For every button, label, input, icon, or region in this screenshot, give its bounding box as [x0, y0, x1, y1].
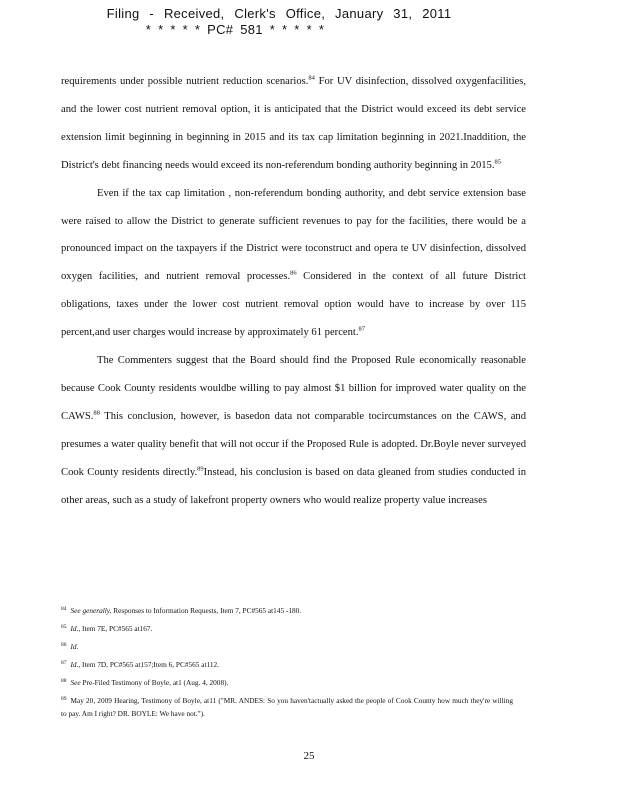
footnote-86: [61, 640, 513, 653]
footnote-number: 87: [61, 659, 67, 666]
footnote-number: 85: [61, 623, 67, 630]
footnote-number: 86: [61, 641, 67, 648]
footnote-text: Item 7E, PC#565 at167.: [80, 624, 153, 633]
footnote-text: Responses to Information Requests, Item 7, PC#565 at145 -180.: [111, 606, 302, 615]
footnote-ref-89[interactable]: 89: [197, 465, 204, 473]
footnote-signal: See: [70, 678, 81, 687]
footnote-text: Item 7D, PC#565 at157;Item 6, PC#565 at112.: [80, 660, 220, 669]
paragraph-1: [61, 68, 526, 180]
footnote-ref-84[interactable]: 84: [308, 74, 315, 82]
footnote-signal: Id.,: [70, 624, 81, 633]
footnote-88: [61, 676, 513, 689]
filing-stamp-line2: * * * * * PC# 581 * * * * *: [145, 22, 325, 37]
paragraph-2-text-b: Considered in the context of all future District obligations, taxes under the lower cost nutrient removal option would have to increase by over 115 percent,and user charges would increase by approximately 61 percent.: [61, 271, 526, 339]
footnote-ref-85[interactable]: 85: [494, 158, 502, 166]
paragraph-3: [61, 347, 526, 514]
footnote-84: [61, 604, 513, 617]
paragraph-2: [61, 180, 526, 347]
page-number: 25: [303, 750, 315, 762]
footnote-number: 89: [61, 695, 67, 702]
footnote-signal: Id.: [70, 642, 79, 651]
footnote-85: [61, 622, 513, 635]
footnote-ref-88[interactable]: 88: [93, 409, 100, 417]
footnotes: [61, 604, 513, 725]
paragraph-1-text-a: requirements under possible nutrient reduction scenarios.: [61, 76, 309, 87]
body-text: [61, 68, 526, 515]
paragraph-3-text-b: This conclusion, however, is basedon data not comparable tocircumstances on the CAWS, and presumes a water quality benefit that will not occur if the Proposed Rule is adopted. Dr.Boyle never surveyed Cook County residents directly.: [61, 410, 526, 478]
paragraph-1-text-b: For UV disinfection, dissolved oxygenfacilities, and the lower cost nutrient removal option, it is anticipated that the District would exceed its debt service extension limit beginning in beginning in 2015 and its tax cap limitation beginning in 2021.Inaddition, the District's debt financing needs would exceed its non-referendum bonding authority beginning in 2015.: [61, 76, 526, 171]
footnote-ref-87[interactable]: 87: [358, 325, 365, 333]
footnote-text: May 20, 2009 Hearing, Testimony of Boyle, at11 ("MR. ANDES: So you haven'tactually asked the people of Cook County how much they're willing to pay. Am I right? DR. BOYLE: We have not.").: [61, 696, 513, 718]
footnote-signal: Id.,: [70, 660, 81, 669]
paragraph-2-text-a: Even if the tax cap limitation , non-referendum bonding authority, and debt service extension base were raised to allow the District to generate sufficient revenues to pay for the facilities, there would be a pronounced impact on the taxpayers if the District were toconstruct and opera te UV disinfection, dissolved oxygen facilities, and nutrient removal processes.: [61, 187, 526, 283]
filing-stamp-line1: Filing - Received, Clerk's Office, January 31, 2011: [106, 6, 452, 21]
footnote-87: [61, 658, 513, 671]
paragraph-3-text-c: Instead, his conclusion is based on data gleaned from studies conducted in other areas, such as a study of lakefront property owners who would realize property value increases: [61, 466, 526, 506]
footnote-number: 84: [61, 605, 67, 612]
footnote-signal: See generally,: [70, 606, 112, 615]
paragraph-3-text-a: The Commenters suggest that the Board should find the Proposed Rule economically reasonable because Cook County residents wouldbe willing to pay almost $1 billion for improved water quality on the CAWS.: [61, 355, 526, 422]
footnote-number: 88: [61, 677, 67, 684]
footnote-text: Pre-Filed Testimony of Boyle, at1 (Aug. 4, 2008).: [80, 678, 229, 687]
footnote-89: [61, 694, 513, 720]
footnote-ref-86[interactable]: 86: [290, 269, 297, 277]
